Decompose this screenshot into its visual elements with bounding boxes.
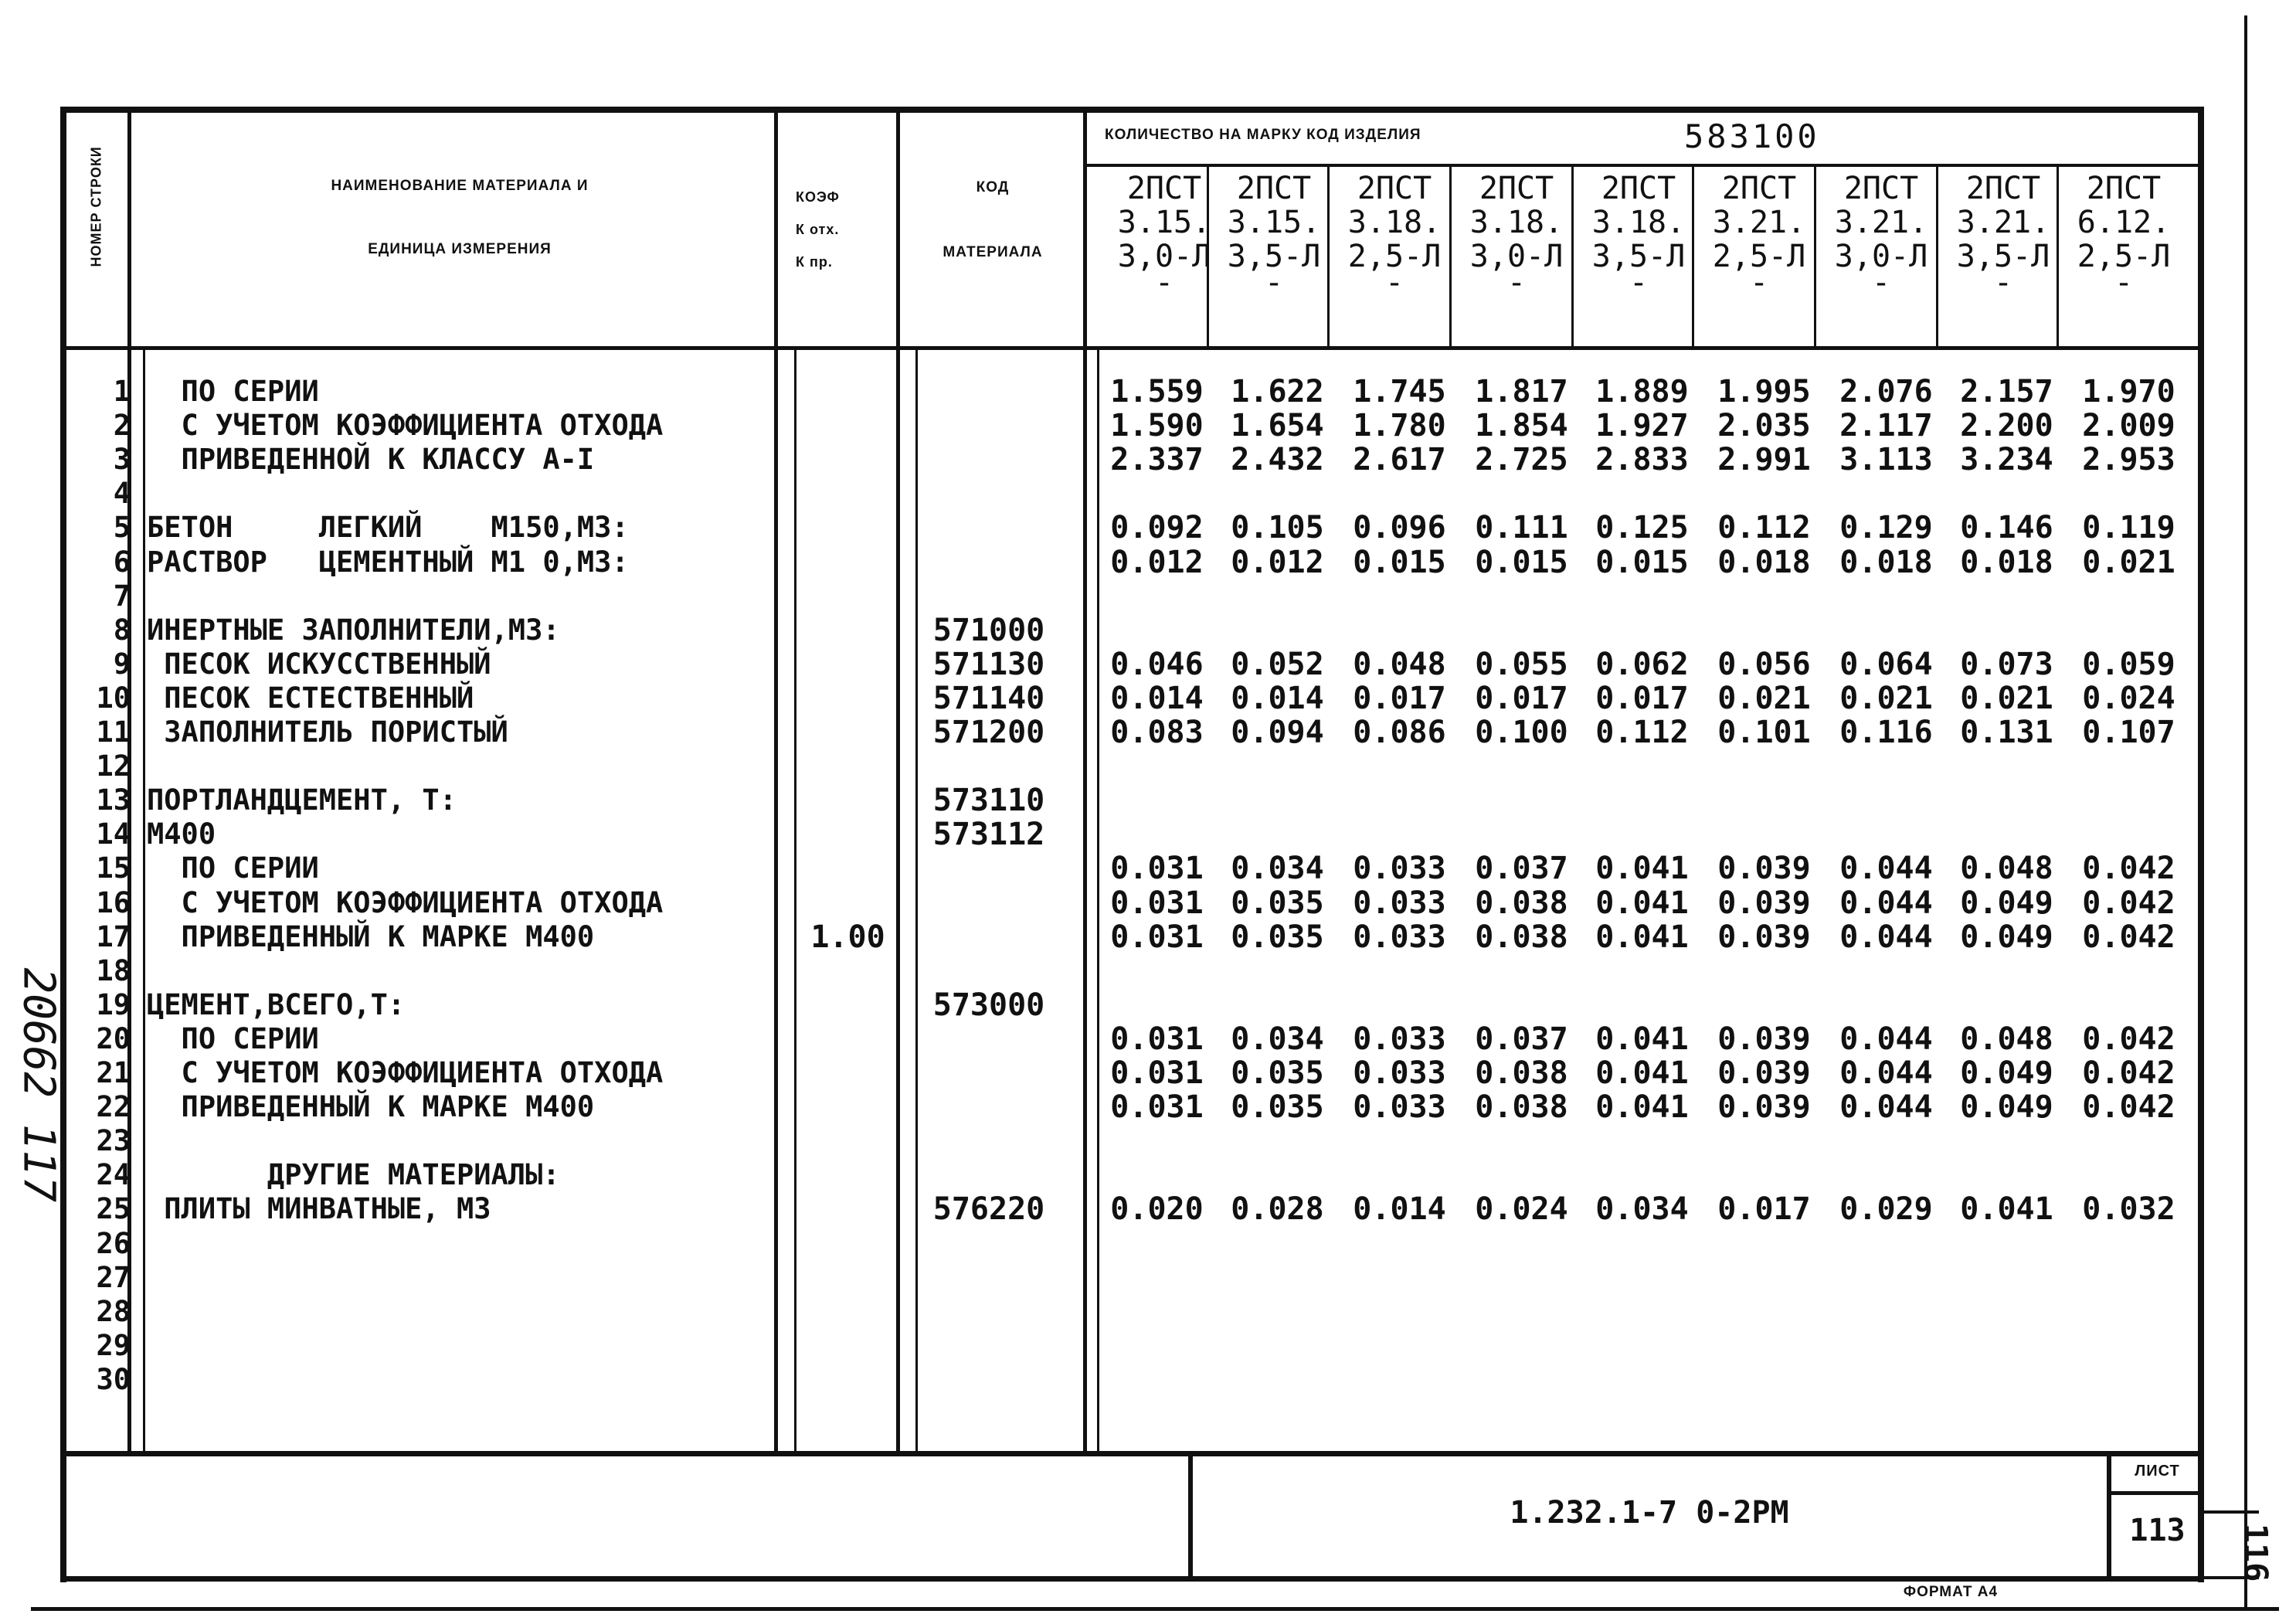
column-header-line: 3.21.: [1712, 205, 1806, 240]
row-number: 9: [113, 647, 131, 681]
column-header-line: 2ПСТ: [1357, 171, 1432, 206]
quantity-value: 0.038: [1475, 885, 1568, 921]
column-header-line: -: [2114, 265, 2134, 301]
sheet-number: 113: [2129, 1513, 2186, 1548]
column-header-9: [2062, 171, 2186, 301]
material-name: ЦЕМЕНТ,ВСЕГО,Т:: [147, 987, 406, 1021]
quantity-value: 0.112: [1595, 715, 1689, 750]
code-header-line2: МАТЕРИАЛА: [943, 244, 1043, 260]
quantity-value: 0.042: [2082, 919, 2175, 955]
column-header-line: 2ПСТ: [1721, 171, 1797, 206]
quantity-value: 0.039: [1717, 1021, 1811, 1057]
quantity-value: 0.015: [1475, 544, 1568, 580]
quantity-value: 0.041: [1595, 1055, 1689, 1091]
row-number: 30: [96, 1362, 131, 1396]
column-header-7: [1819, 171, 1943, 301]
quantity-value: 0.131: [1960, 715, 2053, 750]
row-number: 15: [96, 851, 131, 885]
material-name: ЗАПОЛНИТЕЛЬ ПОРИСТЫЙ: [147, 715, 508, 749]
column-header-line: 3.18.: [1591, 205, 1686, 240]
row-number-header: НОМЕР СТРОКИ: [88, 146, 104, 267]
material-name: ПЛИТЫ МИНВАТНЫЕ, М3: [147, 1192, 491, 1226]
quantity-value: 2.076: [1839, 374, 1933, 409]
side-number: 116: [2237, 1523, 2275, 1582]
column-header-line: 2,5-Л: [1712, 239, 1806, 274]
quantity-value: 0.039: [1717, 885, 1811, 921]
coef-header: [780, 181, 912, 278]
column-header-line: 2ПСТ: [1601, 171, 1676, 206]
quantity-value: 0.129: [1839, 510, 1933, 546]
column-header-5: [1577, 171, 1700, 301]
quantity-value: 0.041: [1595, 851, 1689, 887]
quantity-value: 0.044: [1839, 851, 1933, 887]
quantity-value: 0.052: [1231, 646, 1324, 682]
material-code: 576220: [932, 1191, 1045, 1228]
quantity-value: 1.970: [2082, 374, 2175, 409]
quantity-value: 0.112: [1717, 510, 1811, 546]
quantity-value: 0.018: [1960, 544, 2053, 580]
material-name-header: [147, 178, 773, 258]
row-number: 21: [96, 1056, 131, 1089]
quantity-value: 0.146: [1960, 510, 2053, 546]
quantity-value: 0.035: [1231, 885, 1324, 921]
quantity-value: 0.015: [1595, 544, 1689, 580]
coef-header-line1: КОЭФ: [796, 189, 840, 205]
quantity-value: 0.033: [1353, 851, 1446, 887]
column-header-line: -: [1871, 265, 1891, 301]
quantity-value: 0.039: [1717, 1055, 1811, 1091]
material-name: ИНЕРТНЫЕ ЗАПОЛНИТЕЛИ,М3:: [147, 613, 560, 647]
column-header-line: 3.15.: [1117, 205, 1211, 240]
row-number: 24: [96, 1158, 131, 1192]
quantity-value: 1.817: [1475, 374, 1568, 409]
quantity-value: 0.024: [1475, 1191, 1568, 1228]
quantity-value: 0.094: [1231, 715, 1324, 750]
row-number: 23: [96, 1124, 131, 1158]
row-number: 11: [96, 715, 131, 749]
quantity-value: 0.014: [1110, 680, 1204, 716]
quantity-value: 2.725: [1475, 442, 1568, 478]
quantity-value: 0.021: [1839, 680, 1933, 716]
quantity-value: 3.113: [1839, 442, 1933, 478]
quantity-value: 0.017: [1475, 680, 1568, 716]
coefficient-value: 1.00: [810, 919, 885, 955]
quantity-value: 0.033: [1353, 885, 1446, 921]
row-number: 6: [113, 545, 131, 579]
material-name: ПО СЕРИИ: [147, 851, 319, 885]
column-header-line: 3,5-Л: [1227, 239, 1321, 274]
material-code: 571130: [932, 646, 1045, 682]
row-number: 18: [96, 953, 131, 987]
quantity-value: 1.745: [1353, 374, 1446, 409]
column-header-2: [1212, 171, 1336, 301]
material-name: ПО СЕРИИ: [147, 1021, 319, 1055]
row-number: 27: [96, 1260, 131, 1294]
quantity-value: 0.048: [1960, 851, 2053, 887]
quantity-value: 0.042: [2082, 885, 2175, 921]
row-number: 2: [113, 409, 131, 443]
quantity-value: 0.017: [1353, 680, 1446, 716]
quantity-value: 0.034: [1231, 1021, 1324, 1057]
quantity-value: 0.034: [1231, 851, 1324, 887]
column-header-line: -: [1629, 265, 1649, 301]
column-header-1: [1102, 171, 1226, 301]
column-header-line: 2ПСТ: [1479, 171, 1554, 206]
quantity-value: 0.037: [1475, 1021, 1568, 1057]
material-code: 573110: [932, 783, 1045, 819]
quantity-value: 0.038: [1475, 1089, 1568, 1126]
coef-header-line3: К пр.: [796, 254, 833, 270]
quantity-value: 0.024: [2082, 680, 2175, 716]
quantity-value: 0.107: [2082, 715, 2175, 750]
quantity-value: 0.049: [1960, 1089, 2053, 1126]
coef-header-line2: К отх.: [796, 222, 840, 237]
column-header-line: 3.18.: [1347, 205, 1442, 240]
quantity-value: 0.049: [1960, 1055, 2053, 1091]
material-name: РАСТВОР ЦЕМЕНТНЫЙ М1 0,М3:: [147, 545, 629, 579]
material-name: ПО СЕРИИ: [147, 375, 319, 408]
quantity-value: 0.031: [1110, 851, 1204, 887]
quantity-value: 0.033: [1353, 1021, 1446, 1057]
quantity-value: 0.073: [1960, 646, 2053, 682]
row-number: 13: [96, 783, 131, 817]
material-code: 571000: [932, 612, 1045, 648]
quantity-value: 0.014: [1353, 1191, 1446, 1228]
quantity-value: 1.995: [1717, 374, 1811, 409]
column-header-line: 2,5-Л: [1347, 239, 1442, 274]
column-header-line: 2ПСТ: [1126, 171, 1202, 206]
material-code: 571200: [932, 715, 1045, 750]
quantity-value: 1.559: [1110, 374, 1204, 409]
quantity-value: 0.031: [1110, 1021, 1204, 1057]
quantity-value: 0.041: [1595, 919, 1689, 955]
quantity-value: 0.048: [1353, 646, 1446, 682]
quantity-value: 0.039: [1717, 1089, 1811, 1126]
quantity-value: 0.111: [1475, 510, 1568, 546]
quantity-value: 0.046: [1110, 646, 1204, 682]
row-number: 12: [96, 749, 131, 783]
quantity-value: 1.889: [1595, 374, 1689, 409]
column-header-line: 2ПСТ: [1236, 171, 1312, 206]
quantity-value: 1.927: [1595, 408, 1689, 444]
quantity-value: 0.039: [1717, 919, 1811, 955]
quantity-value: 0.039: [1717, 851, 1811, 887]
quantity-value: 0.105: [1231, 510, 1324, 546]
row-number: 22: [96, 1090, 131, 1124]
quantity-value: 0.031: [1110, 885, 1204, 921]
row-number: 29: [96, 1328, 131, 1362]
row-number: 25: [96, 1192, 131, 1226]
quantity-value: 0.041: [1595, 1021, 1689, 1057]
quantity-value: 2.117: [1839, 408, 1933, 444]
row-number: 7: [113, 579, 131, 613]
quantity-value: 0.031: [1110, 919, 1204, 955]
quantity-value: 2.337: [1110, 442, 1204, 478]
column-header-line: -: [1154, 265, 1174, 301]
quantity-value: 3.234: [1960, 442, 2053, 478]
quantity-value: 0.015: [1353, 544, 1446, 580]
material-name: М400: [147, 817, 216, 851]
quantity-value: 0.042: [2082, 1021, 2175, 1057]
material-name: С УЧЕТОМ КОЭФФИЦИЕНТА ОТХОДА: [147, 885, 664, 919]
column-header-line: 3,0-Л: [1469, 239, 1564, 274]
column-header-line: -: [1993, 265, 2013, 301]
quantity-value: 2.833: [1595, 442, 1689, 478]
row-number: 5: [113, 511, 131, 545]
quantity-value: 1.854: [1475, 408, 1568, 444]
quantity-value: 0.042: [2082, 1055, 2175, 1091]
quantity-value: 0.042: [2082, 1089, 2175, 1126]
column-header-line: 6.12.: [2077, 205, 2171, 240]
row-number: 17: [96, 919, 131, 953]
quantity-value: 0.020: [1110, 1191, 1204, 1228]
format-label: ФОРМАТ А4: [1903, 1584, 1999, 1600]
quantity-value: 0.012: [1231, 544, 1324, 580]
row-number: 4: [113, 477, 131, 511]
quantity-value: 0.038: [1475, 919, 1568, 955]
quantity-value: 0.033: [1353, 1089, 1446, 1126]
margin-handwritten-note: 20662 117: [13, 967, 64, 1202]
column-header-line: -: [1264, 265, 1284, 301]
quantity-value: 2.157: [1960, 374, 2053, 409]
quantity-value: 0.056: [1717, 646, 1811, 682]
quantity-value: 0.041: [1595, 885, 1689, 921]
quantity-value: 0.041: [1595, 1089, 1689, 1126]
quantity-value: 0.035: [1231, 919, 1324, 955]
quantity-header: [1105, 117, 2202, 161]
quantity-value: 1.590: [1110, 408, 1204, 444]
row-number: 26: [96, 1226, 131, 1260]
quantity-value: 2.200: [1960, 408, 2053, 444]
quantity-value: 0.033: [1353, 1055, 1446, 1091]
quantity-value: 0.096: [1353, 510, 1446, 546]
quantity-value: 1.780: [1353, 408, 1446, 444]
quantity-value: 0.044: [1839, 919, 1933, 955]
quantity-value: 0.116: [1839, 715, 1933, 750]
quantity-value: 0.012: [1110, 544, 1204, 580]
quantity-value: 0.042: [2082, 851, 2175, 887]
quantity-value: 0.035: [1231, 1089, 1324, 1126]
material-name: ПРИВЕДЕННОЙ К КЛАССУ А-I: [147, 443, 595, 477]
quantity-value: 0.033: [1353, 919, 1446, 955]
quantity-value: 0.100: [1475, 715, 1568, 750]
quantity-value: 0.021: [2082, 544, 2175, 580]
material-name-header-line1: НАИМЕНОВАНИЕ МАТЕРИАЛА И: [331, 178, 589, 194]
code-header-line1: КОД: [976, 179, 1010, 195]
quantity-value: 2.009: [2082, 408, 2175, 444]
quantity-value: 0.055: [1475, 646, 1568, 682]
quantity-value: 0.038: [1475, 1055, 1568, 1091]
column-header-line: 2ПСТ: [1965, 171, 2041, 206]
quantity-value: 0.064: [1839, 646, 1933, 682]
quantity-value: 0.059: [2082, 646, 2175, 682]
material-name: ПРИВЕДЕННЫЙ К МАРКЕ М400: [147, 919, 595, 953]
quantity-value: 2.035: [1717, 408, 1811, 444]
column-header-4: [1455, 171, 1578, 301]
quantity-value: 0.018: [1717, 544, 1811, 580]
column-header-6: [1697, 171, 1821, 301]
quantity-value: 0.017: [1717, 1191, 1811, 1228]
row-number: 19: [96, 987, 131, 1021]
row-number: 10: [96, 681, 131, 715]
column-header-line: 3.18.: [1469, 205, 1564, 240]
column-header-line: 3,0-Л: [1834, 239, 1928, 274]
material-name: БЕТОН ЛЕГКИЙ М150,М3:: [147, 511, 629, 545]
material-code: 571140: [932, 680, 1045, 716]
column-header-3: [1333, 171, 1456, 301]
quantity-value: 0.049: [1960, 919, 2053, 955]
quantity-value: 0.083: [1110, 715, 1204, 750]
quantity-value: 0.035: [1231, 1055, 1324, 1091]
quantity-value: 0.062: [1595, 646, 1689, 682]
column-header-line: 2,5-Л: [2077, 239, 2171, 274]
column-header-line: -: [1506, 265, 1527, 301]
quantity-value: 2.432: [1231, 442, 1324, 478]
quantity-value: 0.031: [1110, 1089, 1204, 1126]
column-header-line: 2ПСТ: [2086, 171, 2162, 206]
quantity-value: 0.032: [2082, 1191, 2175, 1228]
column-header-line: 3.15.: [1227, 205, 1321, 240]
quantity-value: 0.028: [1231, 1191, 1324, 1228]
row-number: 1: [113, 375, 131, 408]
quantity-label: КОЛИЧЕСТВО НА МАРКУ КОД ИЗДЕЛИЯ: [1105, 127, 1421, 143]
quantity-value: 1.654: [1231, 408, 1324, 444]
quantity-value: 1.622: [1231, 374, 1324, 409]
quantity-value: 0.037: [1475, 851, 1568, 887]
quantity-value: 0.101: [1717, 715, 1811, 750]
quantity-value: 0.018: [1839, 544, 1933, 580]
quantity-value: 0.041: [1960, 1191, 2053, 1228]
column-header-line: 2ПСТ: [1843, 171, 1919, 206]
product-code: 583100: [1684, 117, 1820, 155]
quantity-value: 0.044: [1839, 1089, 1933, 1126]
quantity-value: 0.017: [1595, 680, 1689, 716]
quantity-value: 0.031: [1110, 1055, 1204, 1091]
material-name-header-line2: ЕДИНИЦА ИЗМЕРЕНИЯ: [368, 241, 552, 257]
column-header-line: 3,5-Л: [1591, 239, 1686, 274]
quantity-value: 0.014: [1231, 680, 1324, 716]
row-number: 16: [96, 885, 131, 919]
sheet-label: ЛИСТ: [2135, 1463, 2180, 1480]
column-header-line: -: [1749, 265, 1769, 301]
column-header-line: 3.21.: [1956, 205, 2050, 240]
quantity-value: 2.617: [1353, 442, 1446, 478]
column-header-8: [1941, 171, 2065, 301]
row-number: 8: [113, 613, 131, 647]
quantity-value: 0.086: [1353, 715, 1446, 750]
quantity-value: 0.021: [1717, 680, 1811, 716]
material-code: 573112: [932, 817, 1045, 853]
quantity-value: 0.125: [1595, 510, 1689, 546]
quantity-value: 0.049: [1960, 885, 2053, 921]
quantity-value: 2.991: [1717, 442, 1811, 478]
quantity-value: 0.119: [2082, 510, 2175, 546]
quantity-value: 2.953: [2082, 442, 2175, 478]
column-header-line: 3,5-Л: [1956, 239, 2050, 274]
quantity-value: 0.044: [1839, 1021, 1933, 1057]
quantity-value: 0.048: [1960, 1021, 2053, 1057]
material-code: 573000: [932, 987, 1045, 1023]
column-header-line: 3,0-Л: [1117, 239, 1211, 274]
row-number: 28: [96, 1294, 131, 1328]
quantity-value: 0.092: [1110, 510, 1204, 546]
quantity-value: 0.029: [1839, 1191, 1933, 1228]
row-number: 3: [113, 443, 131, 477]
quantity-value: 0.034: [1595, 1191, 1689, 1228]
material-name: ПЕСОК ЕСТЕСТВЕННЫЙ: [147, 681, 474, 715]
column-header-line: 3.21.: [1834, 205, 1928, 240]
quantity-value: 0.044: [1839, 885, 1933, 921]
quantity-value: 0.044: [1839, 1055, 1933, 1091]
material-name: ПРИВЕДЕННЫЙ К МАРКЕ М400: [147, 1090, 595, 1124]
code-header: [902, 179, 1083, 261]
column-header-line: -: [1384, 265, 1404, 301]
material-name: ПЕСОК ИСКУССТВЕННЫЙ: [147, 647, 491, 681]
material-name: ДРУГИЕ МАТЕРИАЛЫ:: [147, 1158, 560, 1192]
material-name: ПОРТЛАНДЦЕМЕНТ, Т:: [147, 783, 457, 817]
material-name: С УЧЕТОМ КОЭФФИЦИЕНТА ОТХОДА: [147, 1056, 664, 1089]
material-name: С УЧЕТОМ КОЭФФИЦИЕНТА ОТХОДА: [147, 409, 664, 443]
quantity-value: 0.021: [1960, 680, 2053, 716]
document-designation: 1.232.1-7 0-2РМ: [1510, 1495, 1789, 1531]
row-number: 14: [96, 817, 131, 851]
row-number: 20: [96, 1021, 131, 1055]
